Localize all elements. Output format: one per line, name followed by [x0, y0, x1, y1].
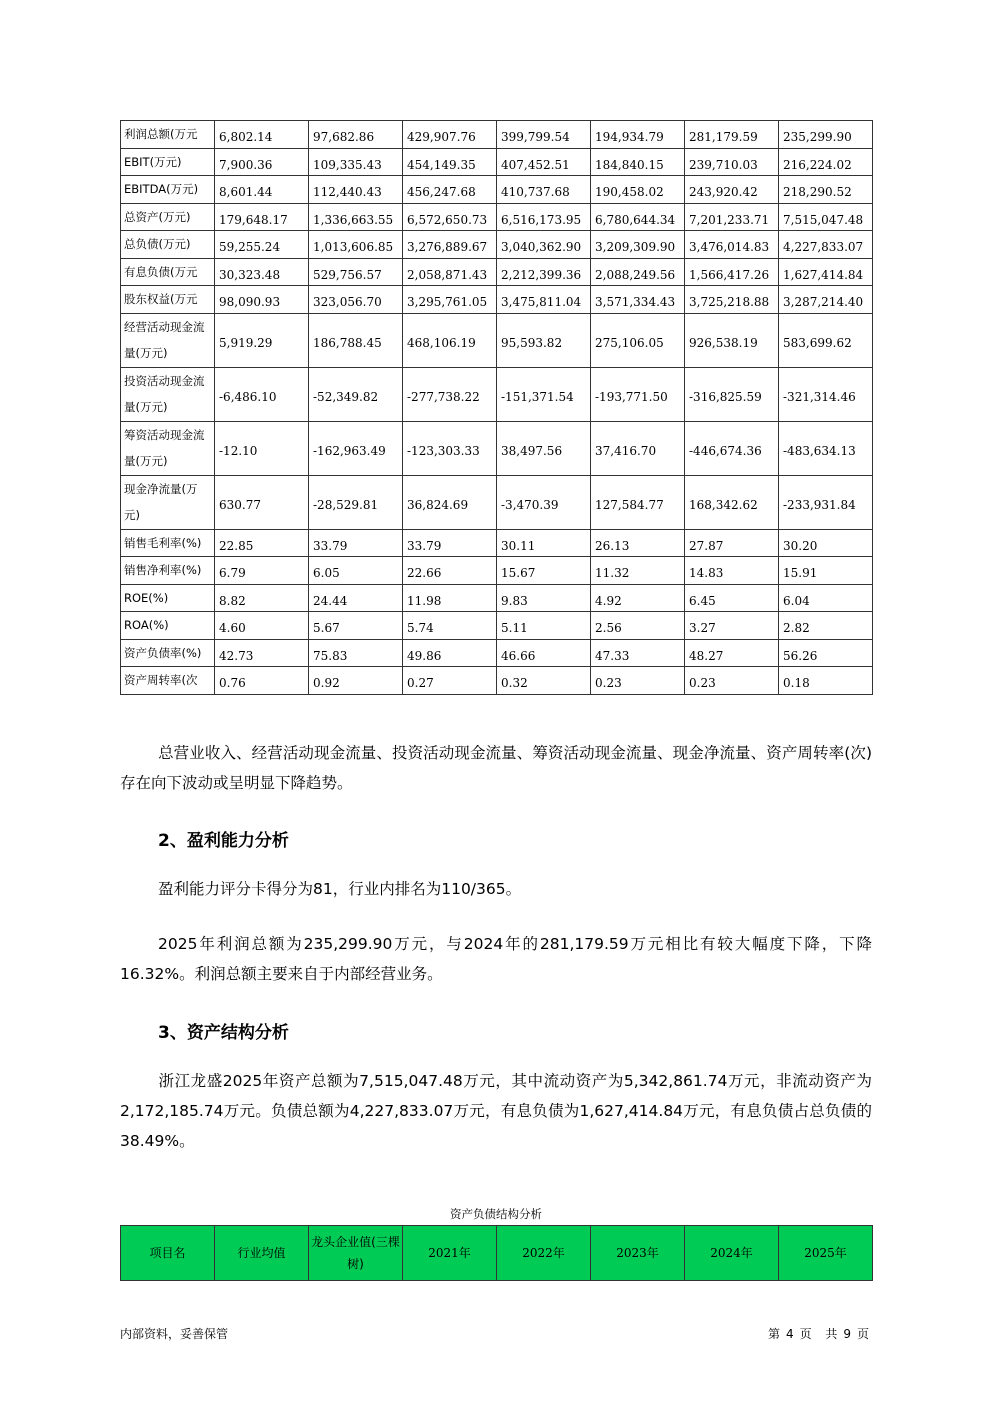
table-cell: 5.11	[497, 612, 591, 640]
table-cell: 0.92	[309, 667, 403, 695]
table-row	[121, 584, 873, 612]
table-cell: 454,149.35	[403, 148, 497, 176]
table-cell: -233,931.84	[779, 475, 873, 529]
page-total: 9	[843, 1327, 851, 1341]
table-row	[121, 121, 873, 149]
table-row	[121, 176, 873, 204]
table-cell: 97,682.86	[309, 121, 403, 149]
table-cell: 281,179.59	[685, 121, 779, 149]
table-cell: 27.87	[685, 529, 779, 557]
table-cell: 33.79	[403, 529, 497, 557]
footer-page-number	[765, 1325, 872, 1342]
table-cell: -321,314.46	[779, 367, 873, 421]
structure-table-caption: 资产负债结构分析	[450, 1207, 542, 1221]
table-cell: 56.26	[779, 639, 873, 667]
table-cell: 2.56	[591, 612, 685, 640]
table-cell: 5.67	[309, 612, 403, 640]
header-cell: 2022年	[497, 1226, 591, 1281]
table-cell: 216,224.02	[779, 148, 873, 176]
table-cell: -483,634.13	[779, 421, 873, 475]
page-prefix: 第	[768, 1327, 781, 1341]
page-current: 4	[786, 1327, 794, 1341]
table-cell: -12.10	[215, 421, 309, 475]
table-cell: -6,486.10	[215, 367, 309, 421]
table-cell: 95,593.82	[497, 313, 591, 367]
table-cell: 5.74	[403, 612, 497, 640]
table-cell: 22.85	[215, 529, 309, 557]
financial-indicators-table	[120, 120, 873, 695]
table-cell: 3.27	[685, 612, 779, 640]
table-cell: 3,725,218.88	[685, 286, 779, 314]
table-cell: 8,601.44	[215, 176, 309, 204]
table-cell: 24.44	[309, 584, 403, 612]
table-cell: 190,458.02	[591, 176, 685, 204]
table-row	[121, 475, 873, 529]
table-cell: 49.86	[403, 639, 497, 667]
table-cell: 407,452.51	[497, 148, 591, 176]
table-cell: 38,497.56	[497, 421, 591, 475]
table-cell: 6.45	[685, 584, 779, 612]
table-cell: 15.67	[497, 557, 591, 585]
trend-text: 总营业收入、经营活动现金流量、投资活动现金流量、筹资活动现金流量、现金净流量、资产周转率(次)存在向下波动或呈明显下降趋势。	[120, 744, 872, 792]
table-cell: 26.13	[591, 529, 685, 557]
table-cell: 112,440.43	[309, 176, 403, 204]
header-cell: 龙头企业值(三棵树)	[309, 1226, 403, 1281]
table-cell: 410,737.68	[497, 176, 591, 204]
table-cell: 6,572,650.73	[403, 203, 497, 231]
table-cell: 6,516,173.95	[497, 203, 591, 231]
table-cell: -123,303.33	[403, 421, 497, 475]
table-cell: -28,529.81	[309, 475, 403, 529]
table-cell: -193,771.50	[591, 367, 685, 421]
table-cell: 48.27	[685, 639, 779, 667]
table-cell: 6.04	[779, 584, 873, 612]
row-label: 股东权益(万元	[121, 286, 215, 314]
table-cell: 127,584.77	[591, 475, 685, 529]
table-cell: 0.23	[685, 667, 779, 695]
table-cell: 3,276,889.67	[403, 231, 497, 259]
profit-detail-paragraph	[120, 929, 872, 989]
table-row	[121, 529, 873, 557]
header-cell: 2024年	[685, 1226, 779, 1281]
table-cell: 11.32	[591, 557, 685, 585]
table-cell: 47.33	[591, 639, 685, 667]
table-cell: 926,538.19	[685, 313, 779, 367]
row-label: ROA(%)	[121, 612, 215, 640]
table-cell: -277,738.22	[403, 367, 497, 421]
row-label: 销售净利率(%)	[121, 557, 215, 585]
header-cell: 行业均值	[215, 1226, 309, 1281]
row-label: 资产周转率(次	[121, 667, 215, 695]
row-label: 利润总额(万元	[121, 121, 215, 149]
header-cell: 项目名	[121, 1226, 215, 1281]
table-cell: 583,699.62	[779, 313, 873, 367]
table-cell: 243,920.42	[685, 176, 779, 204]
table-cell: 168,342.62	[685, 475, 779, 529]
table-cell: 109,335.43	[309, 148, 403, 176]
table-cell: -151,371.54	[497, 367, 591, 421]
page-unit: 页	[799, 1327, 812, 1341]
table-cell: 42.73	[215, 639, 309, 667]
row-label: EBITDA(万元)	[121, 176, 215, 204]
table-cell: 30,323.48	[215, 258, 309, 286]
row-label: 现金净流量(万元)	[121, 475, 215, 529]
total-unit: 页	[856, 1327, 869, 1341]
table-cell: 4.92	[591, 584, 685, 612]
table-cell: -316,825.59	[685, 367, 779, 421]
row-label: 资产负债率(%)	[121, 639, 215, 667]
profit-score-paragraph	[120, 874, 872, 904]
table-cell: 323,056.70	[309, 286, 403, 314]
table-cell: 1,627,414.84	[779, 258, 873, 286]
profit-score-text: 盈利能力评分卡得分为81，行业内排名为110/365。	[158, 880, 522, 898]
table-cell: 3,209,309.90	[591, 231, 685, 259]
table-cell: 3,475,811.04	[497, 286, 591, 314]
asset-detail-paragraph	[120, 1066, 872, 1156]
table-row	[121, 286, 873, 314]
table-cell: 3,040,362.90	[497, 231, 591, 259]
table-cell: 4,227,833.07	[779, 231, 873, 259]
row-label: 销售毛利率(%)	[121, 529, 215, 557]
table-cell: 194,934.79	[591, 121, 685, 149]
table-cell: 179,648.17	[215, 203, 309, 231]
table-cell: 6.79	[215, 557, 309, 585]
table-cell: 5,919.29	[215, 313, 309, 367]
table-cell: 30.11	[497, 529, 591, 557]
table-cell: 3,287,214.40	[779, 286, 873, 314]
table-cell: 235,299.90	[779, 121, 873, 149]
table-row	[121, 557, 873, 585]
table-cell: 9.83	[497, 584, 591, 612]
asset-detail-text: 浙江龙盛2025年资产总额为7,515,047.48万元，其中流动资产为5,342,861.74万元，非流动资产为2,172,185.74万元。负债总额为4,227,833.07万元，有息负债为1,627,414.84万元，有息负债占总负债的38.49%。	[120, 1072, 872, 1150]
financial-table-body	[121, 121, 873, 695]
table-row	[121, 667, 873, 695]
balance-structure-table	[120, 1225, 873, 1281]
row-label: 经营活动现金流量(万元)	[121, 313, 215, 367]
table-cell: 0.76	[215, 667, 309, 695]
table-cell: 529,756.57	[309, 258, 403, 286]
table-cell: 184,840.15	[591, 148, 685, 176]
table-row	[121, 148, 873, 176]
table-cell: 1,566,417.26	[685, 258, 779, 286]
table-cell: -446,674.36	[685, 421, 779, 475]
table-cell: 468,106.19	[403, 313, 497, 367]
table-cell: 11.98	[403, 584, 497, 612]
table-cell: 275,106.05	[591, 313, 685, 367]
table-cell: 1,013,606.85	[309, 231, 403, 259]
profit-detail-text: 2025年利润总额为235,299.90万元，与2024年的281,179.59万元相比有较大幅度下降，下降16.32%。利润总额主要来自于内部经营业务。	[120, 935, 872, 983]
table-cell: 6.05	[309, 557, 403, 585]
table-row	[121, 313, 873, 367]
table-row	[121, 612, 873, 640]
table-cell: 0.27	[403, 667, 497, 695]
table-cell: -52,349.82	[309, 367, 403, 421]
table-cell: 22.66	[403, 557, 497, 585]
row-label: 筹资活动现金流量(万元)	[121, 421, 215, 475]
table-row	[121, 258, 873, 286]
header-cell: 2023年	[591, 1226, 685, 1281]
table-row	[121, 639, 873, 667]
row-label: 有息负债(万元	[121, 258, 215, 286]
table-cell: 46.66	[497, 639, 591, 667]
table-cell: 1,336,663.55	[309, 203, 403, 231]
profitability-heading: 2、盈利能力分析	[158, 831, 289, 851]
table-cell: 2,212,399.36	[497, 258, 591, 286]
table-cell: 239,710.03	[685, 148, 779, 176]
table-cell: 37,416.70	[591, 421, 685, 475]
row-label: 投资活动现金流量(万元)	[121, 367, 215, 421]
table-cell: 6,802.14	[215, 121, 309, 149]
table-cell: -162,963.49	[309, 421, 403, 475]
structure-table-header-row	[121, 1226, 873, 1281]
header-cell: 2021年	[403, 1226, 497, 1281]
table-cell: 456,247.68	[403, 176, 497, 204]
row-label: EBIT(万元)	[121, 148, 215, 176]
table-cell: 186,788.45	[309, 313, 403, 367]
table-cell: 7,515,047.48	[779, 203, 873, 231]
table-cell: 15.91	[779, 557, 873, 585]
row-label: ROE(%)	[121, 584, 215, 612]
header-cell: 2025年	[779, 1226, 873, 1281]
footer-confidential-note: 内部资料，妥善保管	[120, 1327, 229, 1341]
table-cell: -3,470.39	[497, 475, 591, 529]
table-cell: 429,907.76	[403, 121, 497, 149]
table-cell: 33.79	[309, 529, 403, 557]
table-cell: 8.82	[215, 584, 309, 612]
table-cell: 2,058,871.43	[403, 258, 497, 286]
table-cell: 3,571,334.43	[591, 286, 685, 314]
table-row	[121, 203, 873, 231]
table-row	[121, 231, 873, 259]
table-cell: 0.32	[497, 667, 591, 695]
table-cell: 2,088,249.56	[591, 258, 685, 286]
table-cell: 30.20	[779, 529, 873, 557]
table-cell: 7,900.36	[215, 148, 309, 176]
table-row	[121, 367, 873, 421]
table-cell: 3,295,761.05	[403, 286, 497, 314]
table-cell: 3,476,014.83	[685, 231, 779, 259]
table-cell: 399,799.54	[497, 121, 591, 149]
table-cell: 59,255.24	[215, 231, 309, 259]
table-cell: 75.83	[309, 639, 403, 667]
table-row	[121, 421, 873, 475]
table-cell: 6,780,644.34	[591, 203, 685, 231]
table-cell: 630.77	[215, 475, 309, 529]
table-cell: 0.18	[779, 667, 873, 695]
total-prefix: 共	[825, 1327, 838, 1341]
table-cell: 7,201,233.71	[685, 203, 779, 231]
row-label: 总资产(万元)	[121, 203, 215, 231]
trend-paragraph	[120, 738, 872, 798]
asset-structure-heading: 3、资产结构分析	[158, 1023, 289, 1043]
table-cell: 4.60	[215, 612, 309, 640]
table-cell: 14.83	[685, 557, 779, 585]
table-cell: 2.82	[779, 612, 873, 640]
table-cell: 0.23	[591, 667, 685, 695]
table-cell: 98,090.93	[215, 286, 309, 314]
table-cell: 36,824.69	[403, 475, 497, 529]
row-label: 总负债(万元)	[121, 231, 215, 259]
table-cell: 218,290.52	[779, 176, 873, 204]
